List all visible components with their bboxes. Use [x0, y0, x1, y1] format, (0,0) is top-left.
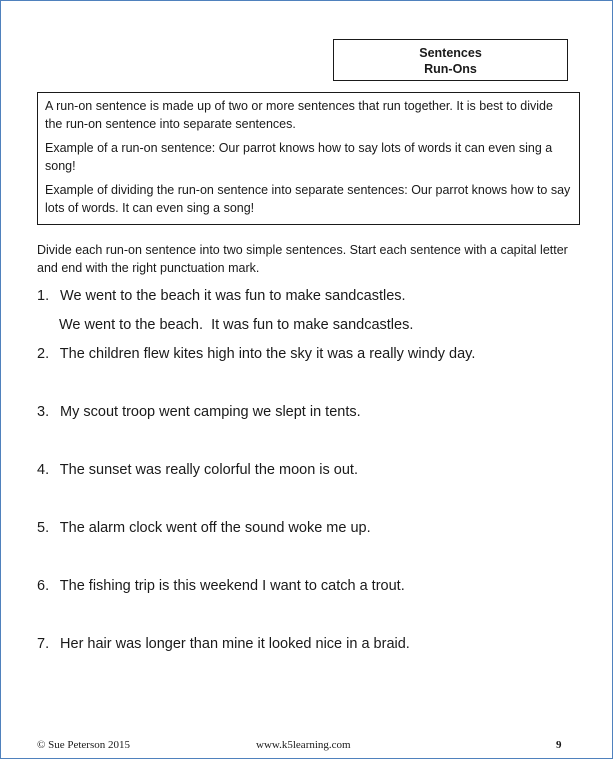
question-text: My scout troop went camping we slept in tents. — [60, 404, 361, 420]
question-5 — [37, 519, 597, 537]
question-text: The fishing trip is this weekend I want to catch a trout. — [59, 578, 405, 594]
question-number: 4. — [37, 462, 50, 478]
question-text: We went to the beach it was fun to make sandcastles. — [60, 288, 406, 304]
page-number: 9 — [556, 739, 562, 751]
explanation-box — [37, 92, 580, 225]
instructions-text: Divide each run-on sentence into two simple sentences. Start each sentence with a capital letter and end with the right punctuation mark. — [37, 243, 568, 275]
example-answer: We went to the beach. It was fun to make sandcastles. — [59, 317, 414, 333]
question-4 — [37, 461, 597, 479]
question-text: Her hair was longer than mine it looked nice in a braid. — [60, 636, 410, 652]
runon-example-text: Example of a run-on sentence: Our parrot knows how to say lots of words it can even sing a song! — [45, 141, 553, 173]
question-6 — [37, 577, 597, 595]
question-number: 5. — [37, 520, 50, 536]
question-text: The sunset was really colorful the moon is out. — [59, 462, 358, 478]
question-number: 7. — [37, 636, 50, 652]
question-number: 1. — [37, 288, 50, 304]
question-1 — [37, 287, 597, 305]
question-text: The children flew kites high into the sky it was a really windy day. — [59, 346, 476, 362]
copyright-text: © Sue Peterson 2015 — [37, 739, 130, 751]
question-text: The alarm clock went off the sound woke me up. — [59, 520, 371, 536]
question-3 — [37, 403, 597, 421]
question-7 — [37, 635, 597, 653]
question-number: 2. — [37, 346, 50, 362]
question-number: 6. — [37, 578, 50, 594]
worksheet-title: Sentences — [419, 46, 482, 60]
divided-example-text: Example of dividing the run-on sentence into separate sentences: Our parrot knows how to say lots of words. It can even sing a song! — [45, 183, 571, 215]
title-box — [333, 39, 568, 81]
question-number: 3. — [37, 404, 50, 420]
definition-text: A run-on sentence is made up of two or more sentences that run together. It is best to divide the run-on sentence into separate sentences. — [45, 99, 553, 131]
website-link[interactable]: www.k5learning.com — [256, 739, 351, 751]
worksheet-subtitle: Run-Ons — [424, 62, 477, 76]
question-2 — [37, 345, 597, 363]
